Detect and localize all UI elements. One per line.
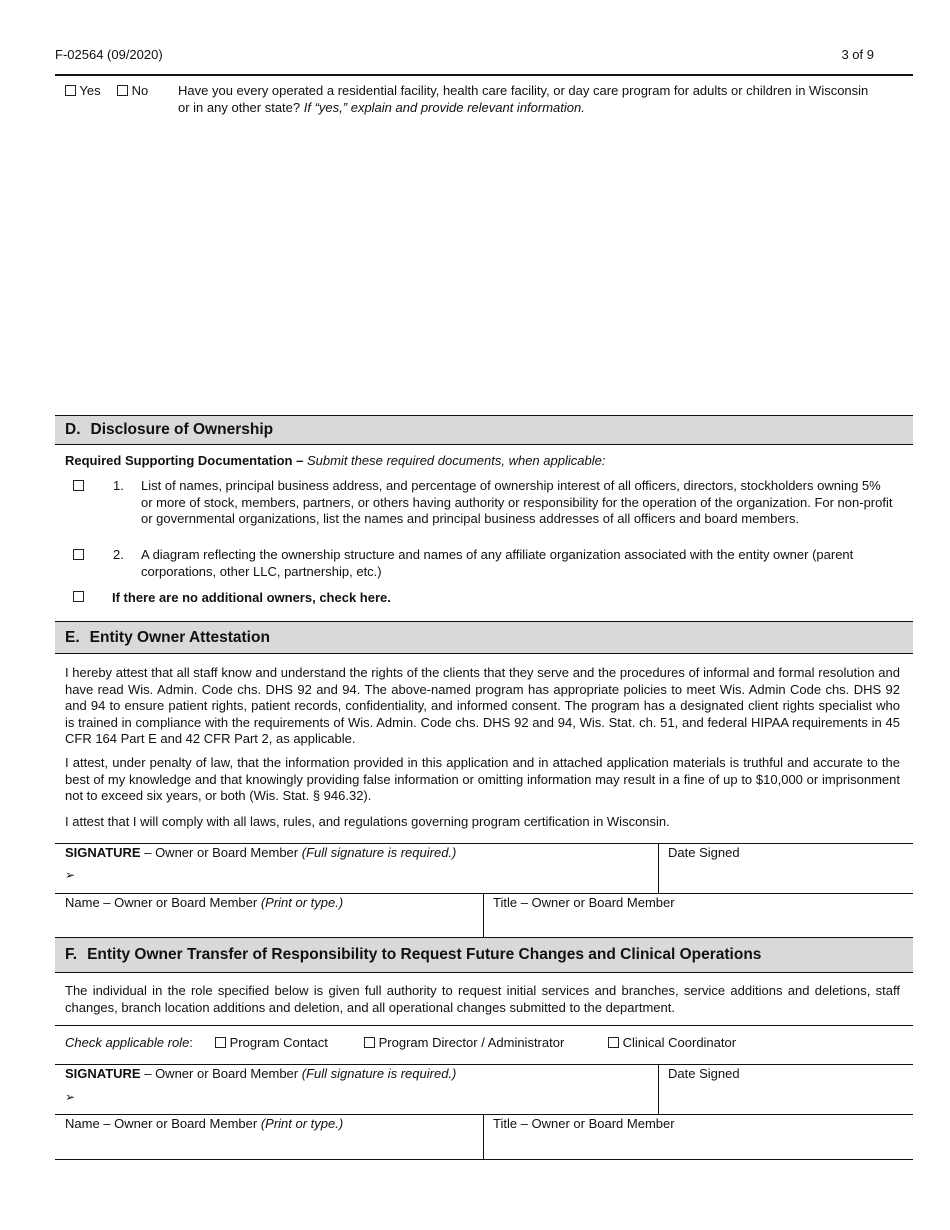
section-d-header: [55, 415, 913, 445]
role-program-director-checkbox[interactable]: [364, 1037, 375, 1048]
e-title-field[interactable]: [493, 912, 903, 934]
e-sig-divider: [658, 843, 659, 893]
f-signature-field[interactable]: [85, 1085, 645, 1111]
e-title-label: Title – Owner or Board Member: [493, 895, 675, 910]
explanation-area[interactable]: [178, 120, 898, 405]
form-id: F-02564 (09/2020): [55, 47, 163, 62]
no-checkbox[interactable]: [117, 85, 128, 96]
yes-label: Yes: [79, 83, 101, 98]
section-f-header: [55, 937, 913, 973]
role-program-director[interactable]: Program Director / Administrator: [364, 1035, 564, 1050]
section-e-title: Entity Owner Attestation: [89, 628, 270, 646]
section-e-letter: E.: [65, 628, 80, 646]
f-title-field[interactable]: [493, 1133, 903, 1155]
no-label: No: [131, 83, 149, 98]
header-rule: [55, 74, 913, 76]
no-owners-checkbox[interactable]: [73, 591, 84, 602]
section-f-letter: F.: [65, 946, 78, 963]
transfer-paragraph: The individual in the role specified below is given full authority to request initial services and branches, service additions and deletions, staff changes, branch location additions and deletion, and all operational changes submitted to the department.: [65, 983, 900, 1015]
f-name-divider: [483, 1114, 484, 1159]
yes-checkbox[interactable]: [65, 85, 76, 96]
e-sig-top-rule: [55, 843, 913, 844]
f-title-label: Title – Owner or Board Member: [493, 1116, 675, 1131]
e-name-field[interactable]: [65, 912, 475, 934]
section-d-letter: D.: [65, 421, 81, 438]
attestation-paragraph-3: I attest that I will comply with all laws, rules, and regulations governing program certification in Wisconsin.: [65, 814, 670, 829]
section-f-title: Entity Owner Transfer of Responsibility to Request Future Changes and Clinical Operations: [87, 946, 762, 963]
section-d-title: Disclosure of Ownership: [90, 421, 274, 438]
attestation-paragraph-2: I attest, under penalty of law, that the information provided in this application and in attached application materials is truthful and accurate to the best of my knowledge and that knowingly providing false information or omitting information may result in a fine of up to $10,000 or imprisonment not to exceed six years, or both (Wis. Stat. § 946.32).: [65, 755, 900, 803]
role-top-rule: [55, 1025, 913, 1026]
f-date-signed-label: Date Signed: [668, 1066, 740, 1081]
no-option[interactable]: [117, 83, 148, 98]
doc-2-number: 2.: [113, 547, 124, 562]
e-date-signed-label: Date Signed: [668, 845, 740, 860]
f-sig-top-rule: [55, 1064, 913, 1065]
doc-2-text: A diagram reflecting the ownership structure and names of any affiliate organization associated with the entity owner (parent corporations, other LLC, partnership, etc.): [141, 547, 854, 579]
f-name-field[interactable]: [65, 1133, 475, 1155]
e-name-divider: [483, 893, 484, 937]
doc-1-number: 1.: [113, 478, 124, 493]
role-clinical-coordinator-checkbox[interactable]: [608, 1037, 619, 1048]
f-signature-label: SIGNATURE – Owner or Board Member (Full signature is required.): [65, 1066, 457, 1081]
e-date-signed-field[interactable]: [668, 863, 903, 889]
section-e-header: [55, 621, 913, 654]
doc-1-text: List of names, principal business address, and percentage of ownership interest of all officers, directors, stockholders owning 5% or more of stock, members, partners, or others having authority or responsibility for the operation of the organization. For non-profit or governmental organizations, list the names and principal business addresses of all officers and board members.: [141, 478, 893, 526]
f-name-label: Name – Owner or Board Member (Print or type.): [65, 1116, 344, 1131]
no-owners-label: If there are no additional owners, check here.: [112, 590, 391, 605]
f-date-signed-field[interactable]: [668, 1085, 903, 1111]
doc-2-checkbox[interactable]: [73, 549, 84, 560]
e-signature-field[interactable]: [85, 863, 645, 889]
role-program-contact[interactable]: Program Contact: [215, 1035, 328, 1050]
f-bottom-rule: [55, 1159, 913, 1160]
e-name-label: Name – Owner or Board Member (Print or type.): [65, 895, 344, 910]
f-signature-arrow-icon: ➢: [65, 1090, 76, 1104]
attestation-paragraph-1: I hereby attest that all staff know and understand the rights of the clients that they serve and the procedures of informal and formal resolution and have read Wis. Admin. Code chs. DHS 92 and 94. The above-named program has appropriate policies to meet Wis. Admin Code chs. DHS 92 and 94 to ensure patient rights, patient records, confidentiality, and informed consent. The program has a designated client rights specialist who is trained in compliance with the requirements of Wis. Admin. Code chs. DHS 92 and 94, Wis. Stat. ch. 51, and federal HIPAA requirements in 45 CFR 164 Part E and 42 CFR Part 2, as applicable.: [65, 665, 900, 746]
role-clinical-coordinator[interactable]: Clinical Coordinator: [608, 1035, 736, 1050]
question-text: Have you every operated a residential facility, health care facility, or day care program for adults or children in Wisconsin or in any other state? If “yes,” explain and provide relevant information.: [178, 83, 869, 115]
page-number: 3 of 9: [841, 47, 874, 62]
e-name-top-rule: [55, 893, 913, 894]
f-name-top-rule: [55, 1114, 913, 1115]
yes-option[interactable]: [65, 83, 101, 98]
question-instruction: If “yes,” explain and provide relevant information.: [303, 99, 585, 115]
required-docs-heading: Required Supporting Documentation – Submit these required documents, when applicable:: [65, 453, 606, 468]
role-program-contact-checkbox[interactable]: [215, 1037, 226, 1048]
role-label: Check applicable role:: [65, 1035, 193, 1050]
doc-1-checkbox[interactable]: [73, 480, 84, 491]
e-signature-label: SIGNATURE – Owner or Board Member (Full signature is required.): [65, 845, 457, 860]
e-signature-arrow-icon: ➢: [65, 868, 76, 882]
f-sig-divider: [658, 1064, 659, 1114]
